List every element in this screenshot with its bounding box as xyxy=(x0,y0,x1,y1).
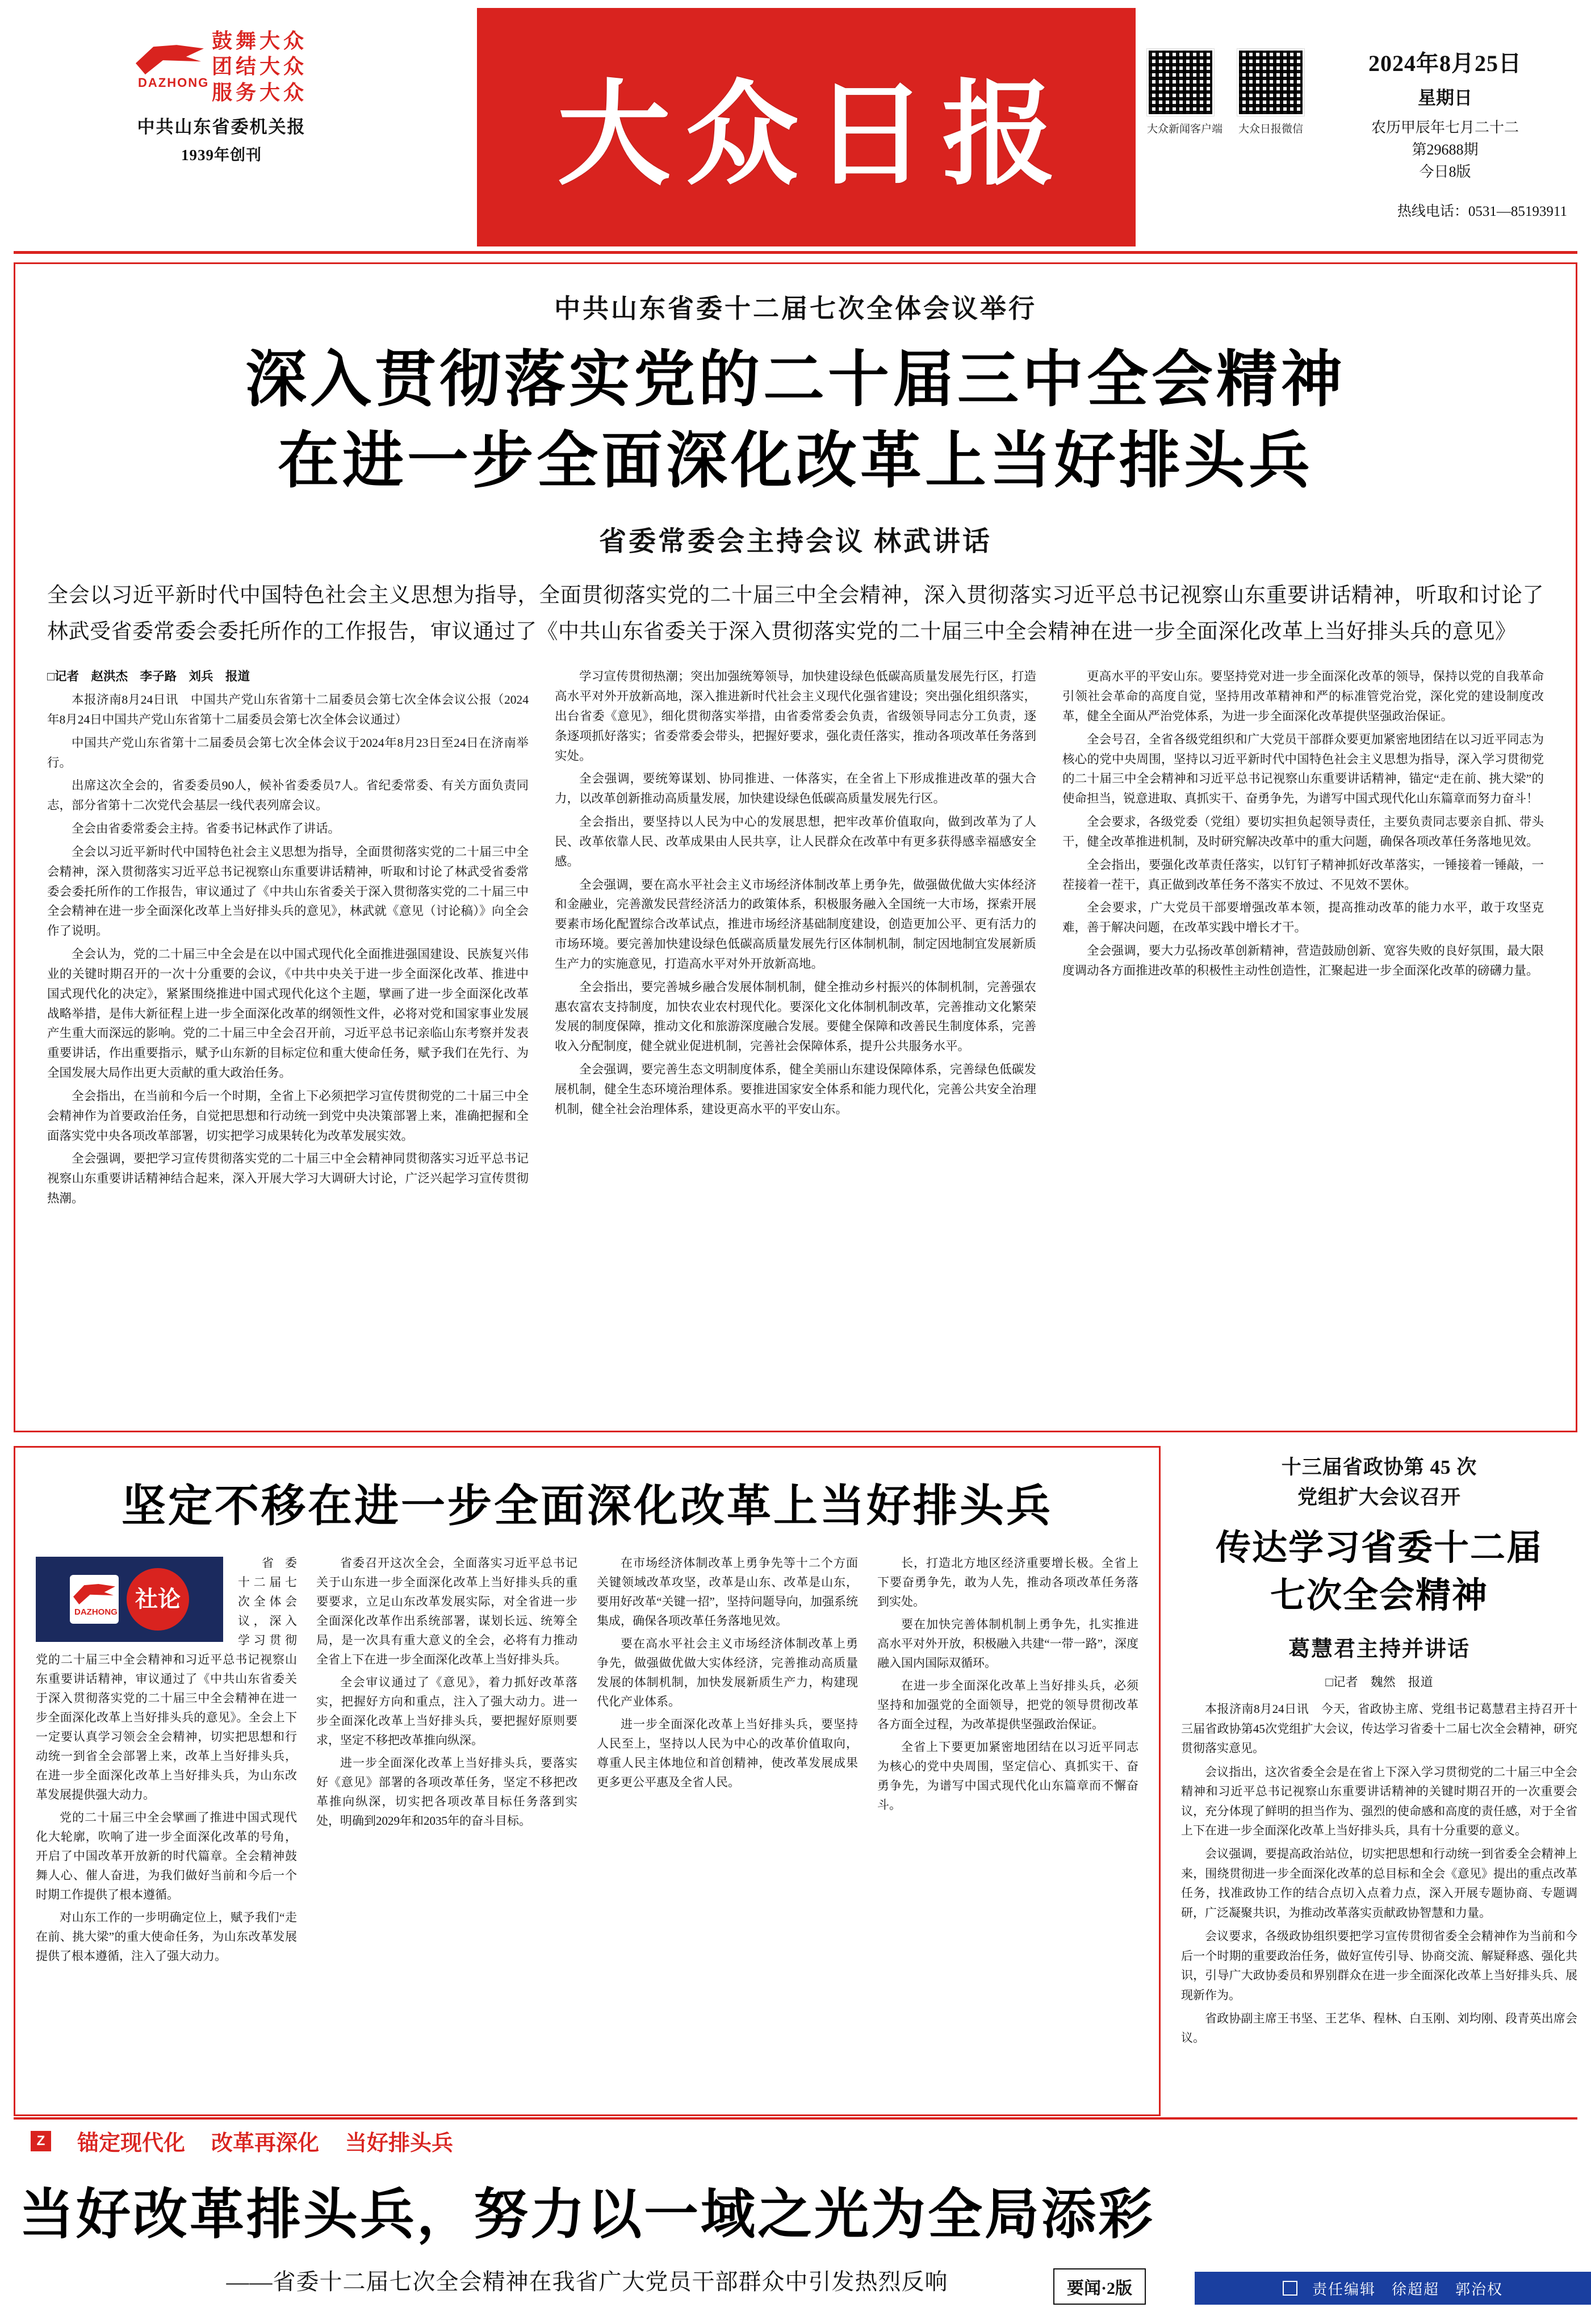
lead-c1-p4: 全会由省委常委会主持。省委书记林武作了讲话。 xyxy=(72,822,341,836)
publisher-line: 中共山东省委机关报 xyxy=(137,117,306,137)
qr-app-icon[interactable] xyxy=(1147,49,1214,116)
lead-c1-p6: 全会认为，党的二十届三中全会是在以中国式现代化全面推进强国建设、民族复兴伟业的关键时期召开的一次十分重要的会议，《中共中央关于进一步全面深化改革、推进中国式现代化的决定》，紧紧围绕推进中国式现代化这个主题，擘画了进一步全面深化改革战略举措，是伟大新征程上进一步全面深化改革的纲领性文件，必将对党和国家事业发展产生重大而深远的影响。党的二十届三中全会召开前，习近平总书记亲临山东考察并发表重要讲话，作出重要指示，赋予山东新的目标定位和重大使命任务，赋予我们在先行、为全国发展大局作出更大贡献的重大政治任务。 xyxy=(47,947,529,1080)
cppcc-article xyxy=(1181,1446,1577,2116)
footer-tag-2: 改革再深化 xyxy=(211,2131,320,2155)
page-count: 今日8版 xyxy=(1419,164,1471,180)
lead-c2-p6: 全会强调，要完善生态文明制度体系，健全美丽山东建设保障体系，完善绿色低碳发展机制，健全生态环境治理体系。要推进国家安全体系和能力现代化，完善公共安全治理机制，健全社会治理体系，建设更高水平的平安山东。 xyxy=(555,1063,1036,1116)
lead-c2-p1: 学习宣传贯彻热潮；突出加强统筹领导，加快建设绿色低碳高质量发展先行区，打造高水平对外开放新高地，深入推进新时代社会主义现代化强省建设；突出强化组织落实，出台省委《意见》，细化贯彻落实举措，由省委常委会负责，省级领导同志分工负责，逐条逐项抓好落实；省委常委会带头，把握好要求，强化责任落实，推动各项改革任务落到实处。 xyxy=(555,670,1036,763)
lead-c2-p2: 全会强调，要统筹谋划、协同推进、一体落实，在全省上下形成推进改革的强大合力，以改革创新推动高质量发展，加快建设绿色低碳高质量发展先行区。 xyxy=(555,772,1036,806)
lead-headline xyxy=(15,340,1576,502)
lead-headline-line1: 深入贯彻落实党的二十届三中全会精神 xyxy=(245,346,1346,414)
edit-c2-p3: 进一步全面深化改革上当好排头兵，要落实好《意见》部署的各项改革任务，坚定不移把改革推向纵深，切实把各项改革目标任务落到实处，明确到2029年和2035年的奋斗目标。 xyxy=(316,1756,577,1828)
qr-wechat[interactable] xyxy=(1237,49,1304,136)
lead-c1-p5: 全会以习近平新时代中国特色社会主义思想为指导，全面贯彻落实党的二十届三中全会精神，深入贯彻落实习近平总书记视察山东重要讲话精神，听取和讨论了林武受省委常委会委托所作的工作报告，审议通过了《中共山东省委关于深入贯彻落实党的二十届三中全会精神在进一步全面深化改革上当好排头兵的意见》，林武就《意见（讨论稿）》向全会作了说明。 xyxy=(47,845,529,938)
tag-mark-icon: Z xyxy=(31,2131,51,2151)
lead-c2-p4: 全会强调，要在高水平社会主义市场经济体制改革上勇争先，做强做优做大实体经济和金融业，完善激发民营经济活力的政策体系，积极服务融入全国统一大市场，探索开展要素市场化配置综合改革试点，推进市场经济基础制度建设，创造更加公平、更有活力的市场环境。要完善加快建设绿色低碳高质量发展先行区体制机制，制定因地制宜发展新质生产力的实施意见，打造高水平对外开放新高地。 xyxy=(555,877,1036,971)
lead-column-1 xyxy=(47,667,529,1212)
masthead-left xyxy=(17,30,426,165)
cppcc-byline: □记者 魏然 报道 xyxy=(1325,1675,1433,1690)
founded-year: 1939年创刊 xyxy=(181,147,262,164)
lead-body-columns xyxy=(47,667,1544,1212)
qr-code-group xyxy=(1147,49,1304,136)
footer-divider xyxy=(14,2117,1577,2120)
editorial-column-2 xyxy=(316,1553,577,1969)
footer-tag-3: 当好排头兵 xyxy=(345,2131,454,2155)
editorial-badge xyxy=(36,1557,223,1642)
cppcc-kicker xyxy=(1181,1453,1577,1512)
qr-wechat-label: 大众日报微信 xyxy=(1238,123,1304,135)
cppcc-p3: 会议强调，要提高政治站位，切实把思想和行动统一到省委全会精神上来，围绕贯彻进一步全面深化改革的总目标和全会《意见》提出的重点改革任务，找准政协工作的结合点切入点着力点，深入开展专题协商、专题调研，广泛凝聚共识，为推动改革落实贡献政协智慧和力量。 xyxy=(1181,1847,1577,1920)
cppcc-subheadline: 葛慧君主持并讲话 xyxy=(1288,1637,1470,1662)
cppcc-p4: 会议要求，各级政协组织要把学习宣传贯彻省委全会精神作为当前和今后一个时期的重要政治任务，做好宣传引导、协商交流、解疑释惑、强化共识，引导广大政协委员和界别群众在进一步全面深化改革上当好排头兵、展现新作为。 xyxy=(1181,1929,1577,2002)
cppcc-p5: 省政协副主席王书坚、王艺华、程林、白玉刚、刘均刚、段青英出席会议。 xyxy=(1181,2011,1577,2045)
masthead-divider xyxy=(14,251,1577,254)
edit-c4-p3: 在进一步全面深化改革上当好排头兵，必须坚持和加强党的全面领导，把党的领导贯彻改革各方面全过程，为改革提供坚强政治保证。 xyxy=(877,1679,1138,1732)
date-block xyxy=(1323,45,1567,183)
cppcc-headline-line1: 传达学习省委十二届 xyxy=(1215,1529,1543,1568)
lead-c1-p1: 本报济南8月24日讯 中国共产党山东省第十二届委员会第七次全体会议公报（2024年8月24日中国共产党山东省第十二届委员会第七次全体会议通过） xyxy=(47,693,529,726)
lunar-date: 农历甲辰年七月二十二 xyxy=(1371,119,1519,136)
editorial-column-1 xyxy=(36,1553,297,1969)
lead-c1-p3: 出席这次全会的，省委委员90人，候补省委委员7人。省纪委常委、有关方面负责同志，部分省第十二次党代会基层一线代表列席会议。 xyxy=(47,779,529,813)
paper-title: 大众日报 xyxy=(556,73,1070,199)
masthead-logo-row xyxy=(17,30,426,105)
responsibility-bar xyxy=(1195,2272,1591,2305)
edit-c4-p2: 要在加快完善体制机制上勇争先，扎实推进高水平对外开放，积极融入共建“一带一路”，深度融入国内国际双循环。 xyxy=(877,1617,1138,1670)
lead-c2-p3: 全会指出，要坚持以人民为中心的发展思想，把牢改革价值取向，做到改革为了人民、改革依靠人民、改革成果由人民共享，让人民群众在改革中有更多获得感幸福感安全感。 xyxy=(555,815,1036,868)
edit-c2-p2: 全会审议通过了《意见》，着力抓好改革落实，把握好方向和重点，注入了强大动力。进一步全面深化改革上当好排头兵，要把握好原则要求，坚定不移把改革推向纵深。 xyxy=(316,1675,577,1748)
footer-headline: 当好改革排头兵，努力以一域之光为全局添彩 xyxy=(19,2184,1155,2245)
footer-feature xyxy=(14,2125,1577,2313)
editorial-badge-wordmark: DAZHONG xyxy=(74,1607,118,1617)
editorial-headline: 坚定不移在进一步全面深化改革上当好排头兵 xyxy=(121,1481,1053,1531)
edit-c3-p3: 进一步全面深化改革上当好排头兵，要坚持人民至上，坚持以人民为中心的改革价值取向，尊重人民主体地位和首创精神，使改革发展成果更多更公平惠及全省人民。 xyxy=(597,1717,858,1790)
hotline: 热线电话：0531—85193911 xyxy=(1397,204,1567,219)
lead-c3-p5: 全会要求，广大党员干部要增强改革本领，提高推动改革的能力水平，敢于攻坚克难，善于解决问题，在改革实践中增长才干。 xyxy=(1062,901,1544,935)
lead-column-2 xyxy=(555,667,1036,1212)
slogan-2: 团结大众 xyxy=(211,55,307,78)
weekday: 星期日 xyxy=(1417,87,1472,108)
lead-article xyxy=(14,262,1577,1432)
slogan-list xyxy=(212,30,307,105)
lead-paragraph: 全会以习近平新时代中国特色社会主义思想为指导，全面贯彻落实党的二十届三中全会精神，深入贯彻落实习近平总书记视察山东重要讲话精神，听取和讨论了林武受省委常委会委托所作的工作报告，审议通过了《中共山东省委关于深入贯彻落实党的二十届三中全会精神在进一步全面深化改革上当好排头兵的意见》 xyxy=(47,584,1544,643)
lead-c3-p2: 全会号召，全省各级党组织和广大党员干部群众要更加紧密地团结在以习近平同志为核心的党中央周围，坚持以习近平新时代中国特色社会主义思想为指导，深入学习贯彻党的二十届三中全会精神和习近平总书记视察山东重要讲话精神，锚定“走在前、挑大梁”的使命担当，锐意进取、真抓实干、奋勇争先，为谱写中国式现代化山东篇章而努力奋斗！ xyxy=(1062,732,1544,806)
editorial-badge-logo-icon xyxy=(70,1575,119,1624)
editorial-column-4 xyxy=(877,1553,1138,1969)
lead-c1-p8: 全会强调，要把学习宣传贯彻落实党的二十届三中全会精神同贯彻落实习近平总书记视察山东重要讲话精神结合起来，深入开展大学习大调研大讨论，广泛兴起学习宣传贯彻热潮。 xyxy=(47,1152,529,1206)
editorial-column-3 xyxy=(597,1553,858,1969)
edit-c3-p2: 要在高水平社会主义市场经济体制改革上勇争先，做强做优做大实体经济，完善推动高质量发展的体制机制，加快发展新质生产力，构建现代化产业体系。 xyxy=(597,1637,858,1709)
cppcc-body xyxy=(1181,1699,1577,2047)
cppcc-headline-line2: 七次全会精神 xyxy=(1270,1576,1488,1615)
lead-c3-p3: 全会要求，各级党委（党组）要切实担负起领导责任，主要负责同志要亲自抓、带头干，健全改革推进机制，及时研究解决改革中的重大问题，确保各项改革任务落地见效。 xyxy=(1062,815,1544,848)
qr-app[interactable] xyxy=(1147,49,1222,136)
cppcc-kicker-line2: 党组扩大会议召开 xyxy=(1297,1486,1461,1508)
qr-app-label: 大众新闻客户端 xyxy=(1147,123,1223,135)
lead-column-3 xyxy=(1062,667,1544,1212)
square-icon xyxy=(1283,2281,1297,2296)
edit-c4-p4: 全省上下要更加紧密地团结在以习近平同志为核心的党中央周围，坚定信心、真抓实干、奋勇争先，为谱写中国式现代化山东篇章而不懈奋斗。 xyxy=(877,1740,1138,1812)
cppcc-kicker-line1: 十三届省政协第 45 次 xyxy=(1281,1456,1477,1478)
edit-c1-p3: 对山东工作的一步明确定位上，赋予我们“走在前、挑大梁”的重大使命任务，为山东改革发展提供了根本遵循，注入了强大动力。 xyxy=(36,1911,297,1963)
edit-c1-p1: 省委十二届七次全体会议，深入学习贯彻党的二十届三中全会精神和习近平总书记视察山东重要讲话精神，审议通过了《中共山东省委关于深入贯彻落实党的二十届三中全会精神在进一步全面深化改革上当好排头兵的意见》。全会上下一定要认真学习领会全会精神，切实把思想和行动统一到省全会部署上来，改革上当好排头兵，在进一步全面深化改革上当好排头兵，为山东改革发展提供强大动力。 xyxy=(36,1556,297,1802)
edit-c1-p2: 党的二十届三中全会擘画了推进中国式现代化大轮廓，吹响了进一步全面深化改革的号角，开启了中国改革开放新的时代篇章。全会精神鼓舞人心、催人奋进，为我们做好当前和今后一个时期工作提供了根本遵循。 xyxy=(36,1811,297,1902)
lead-subheadline: 省委常委会主持会议 林武讲话 xyxy=(598,526,992,557)
logo-wordmark: DAZHONG xyxy=(137,76,210,90)
cppcc-p1: 本报济南8月24日讯 今天，省政协主席、党组书记葛慧君主持召开十三届省政协第45次党组扩大会议，传达学习省委十二届七次全会精神，研究贯彻落实意见。 xyxy=(1181,1702,1577,1755)
lead-c3-p6: 全会强调，要大力弘扬改革创新精神，营造鼓励创新、宽容失败的良好氛围，最大限度调动各方面推进改革的积极性主动性创造性，汇聚起进一步全面深化改革的磅礴力量。 xyxy=(1062,944,1544,977)
footer-tag-list xyxy=(31,2125,1577,2156)
lead-shoulder-headline: 中共山东省委十二届七次全体会议举行 xyxy=(554,294,1037,323)
edit-c3-p1: 在市场经济体制改革上勇争先等十二个方面关键领域改革攻坚，改革是山东、改革是山东，要用好改革“关键一招”，坚持问题导向，加强系统集成，确保各项改革任务落地见效。 xyxy=(597,1556,858,1628)
editorial-badge-label: 社论 xyxy=(127,1568,189,1631)
responsibility-text: 责任编辑 徐超超 郭治权 xyxy=(1312,2281,1503,2298)
cppcc-headline xyxy=(1181,1525,1577,1620)
edit-c2-p1: 省委召开这次全会，全面落实习近平总书记关于山东进一步全面深化改革上当好排头兵的重要要求，立足山东改革发展实际，对全省进一步全面深化改革作出系统部署，谋划长远、统筹全局，是一次具有重大意义的全会，必将有力推动全省上下在进一步全面深化改革上当好排头兵。 xyxy=(316,1556,577,1667)
lead-byline: □记者 赵洪杰 李子路 刘兵 报道 xyxy=(47,670,250,684)
masthead xyxy=(0,0,1591,258)
lead-c3-p4: 全会指出，要强化改革责任落实，以钉钉子精神抓好改革落实，一锤接着一锤敲，一茬接着一茬干，真正做到改革任务不落实不放过、不见效不罢休。 xyxy=(1062,858,1544,892)
cppcc-p2: 会议指出，这次省委全会是在省上下深入学习贯彻党的二十届三中全会精神和习近平总书记视察山东重要讲话精神的关键时期召开的一次重要会议，充分体现了鲜明的担当作为、强烈的使命感和高度的责任感，对于全省上下在进一步全面深化改革上当好排头兵，具有十分重要的意义。 xyxy=(1181,1765,1577,1837)
editorial-article xyxy=(14,1446,1161,2116)
lead-c3-p1: 更高水平的平安山东。要坚持党对进一步全面深化改革的领导，保持以党的自我革命引领社会革命的高度自觉，坚持用改革精神和严的标准管党治党，深化党的建设制度改革，健全全面从严治党体系，为进一步全面深化改革提供坚强政治保证。 xyxy=(1062,670,1544,723)
issue-number: 第29688期 xyxy=(1412,141,1479,158)
editorial-columns xyxy=(36,1553,1138,1969)
dazhong-logo-icon xyxy=(136,45,210,90)
publication-date: 2024年8月25日 xyxy=(1368,51,1522,76)
qr-wechat-icon[interactable] xyxy=(1237,49,1304,116)
footer-page-label: 要闻·2版 xyxy=(1053,2268,1146,2305)
lead-c2-p5: 全会指出，要完善城乡融合发展体制机制，健全推动乡村振兴的体制机制，完善强农惠农富农支持制度，加快农业农村现代化。要深化文化体制机制改革，完善推动文化繁荣发展的制度保障，推动文化和旅游深度融合发展。要健全保障和改善民生制度体系，完善收入分配制度，健全就业促进机制，完善社会保障体系，提升公共服务水平。 xyxy=(555,980,1036,1054)
slogan-3: 服务大众 xyxy=(211,81,307,104)
footer-tag-1: 锚定现代化 xyxy=(77,2131,186,2155)
slogan-1: 鼓舞大众 xyxy=(211,30,307,52)
footer-subheadline: ——省委十二届七次全会精神在我省广大党员干部群众中引发热烈反响 xyxy=(226,2269,948,2294)
lead-c1-p7: 全会指出，在当前和今后一个时期，全省上下必须把学习宣传贯彻党的二十届三中全会精神作为首要政治任务，自觉把思想和行动统一到党中央决策部署上来，准确把握和全面落实党中央各项改革部署，切实把学习成果转化为改革发展实效。 xyxy=(47,1089,529,1143)
lead-headline-line2: 在进一步全面深化改革上当好排头兵 xyxy=(277,427,1313,495)
lead-c1-p2: 中国共产党山东省第十二届委员会第七次全体会议于2024年8月23日至24日在济南举行。 xyxy=(47,735,529,770)
edit-c4-p1: 长，打造北方地区经济重要增长极。全省上下要奋勇争先，敢为人先，推动各项改革任务落到实处。 xyxy=(877,1556,1138,1609)
